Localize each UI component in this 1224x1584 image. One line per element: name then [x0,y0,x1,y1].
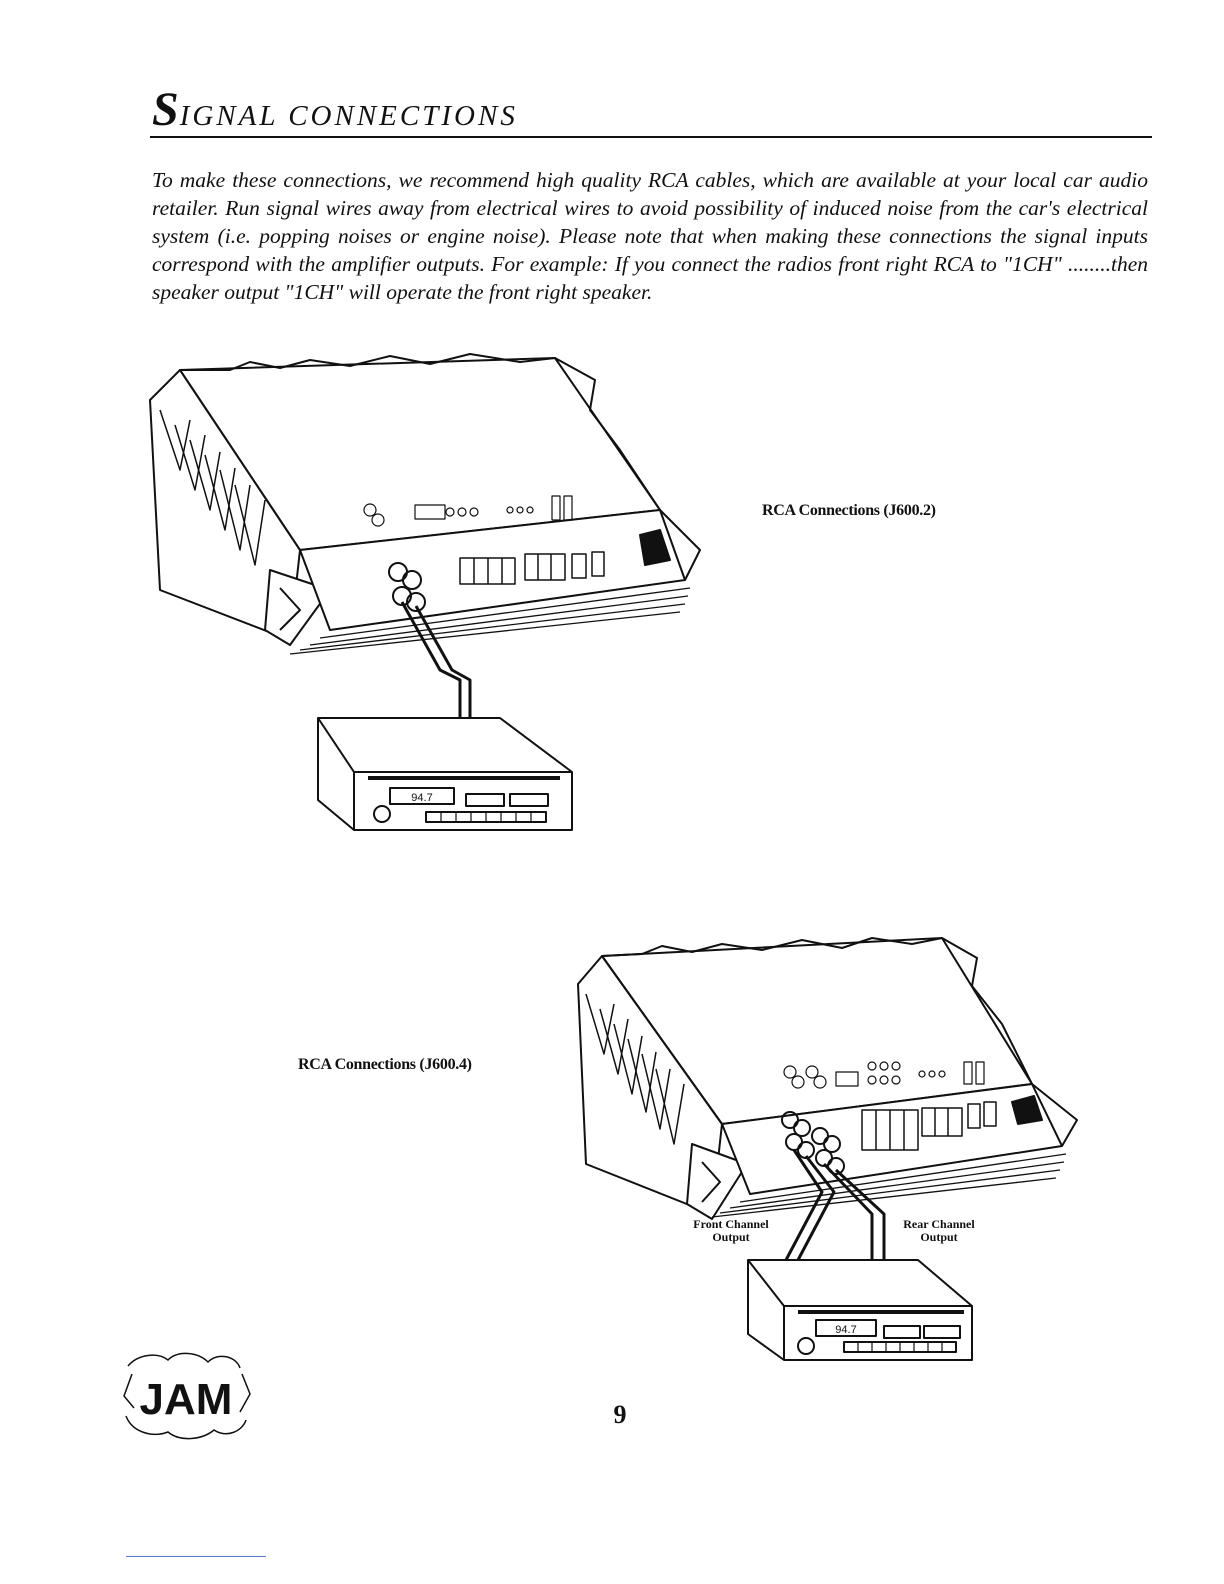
page-title [152,82,518,137]
rear-channel-label [884,1218,994,1244]
intro-paragraph: To make these connections, we recommend high quality RCA cables, which are available at your local car audio retailer. Run signal wires away from electrical wires to avoid possibility of induced noise from the car's electrical system (i.e. popping noises or engine noise). Please note that when making these connections the signal inputs correspond with the amplifier outputs. For example: If you connect the radios front right RCA to "1CH" ........then speaker output "1CH" will operate the front right speaker. [152,168,1148,304]
rear-channel-label-line1: Rear Channel [903,1217,975,1231]
head-unit-display-text: 94.7 [411,792,433,804]
title-rule [150,136,1152,138]
title-initial: S [152,83,180,136]
jam-logo-text: JAM [139,1375,233,1424]
head-unit-body [318,718,572,830]
amplifier-diagram-j600-2 [140,340,720,840]
footer-line [126,1556,266,1557]
amplifier-diagram-j600-4 [572,924,1092,1364]
front-channel-label [676,1218,786,1244]
figure1-caption: RCA Connections (J600.2) [762,502,936,519]
front-channel-label-line2: Output [712,1230,750,1244]
head-unit-display-text: 94.7 [835,1324,857,1336]
page-number: 9 [613,1400,627,1429]
rear-channel-label-line2: Output [920,1230,958,1244]
front-channel-label-line1: Front Channel [693,1217,769,1231]
jam-logo [118,1346,258,1446]
figure2-caption: RCA Connections (J600.4) [298,1056,472,1073]
title-rest: IGNAL CONNECTIONS [179,100,518,132]
